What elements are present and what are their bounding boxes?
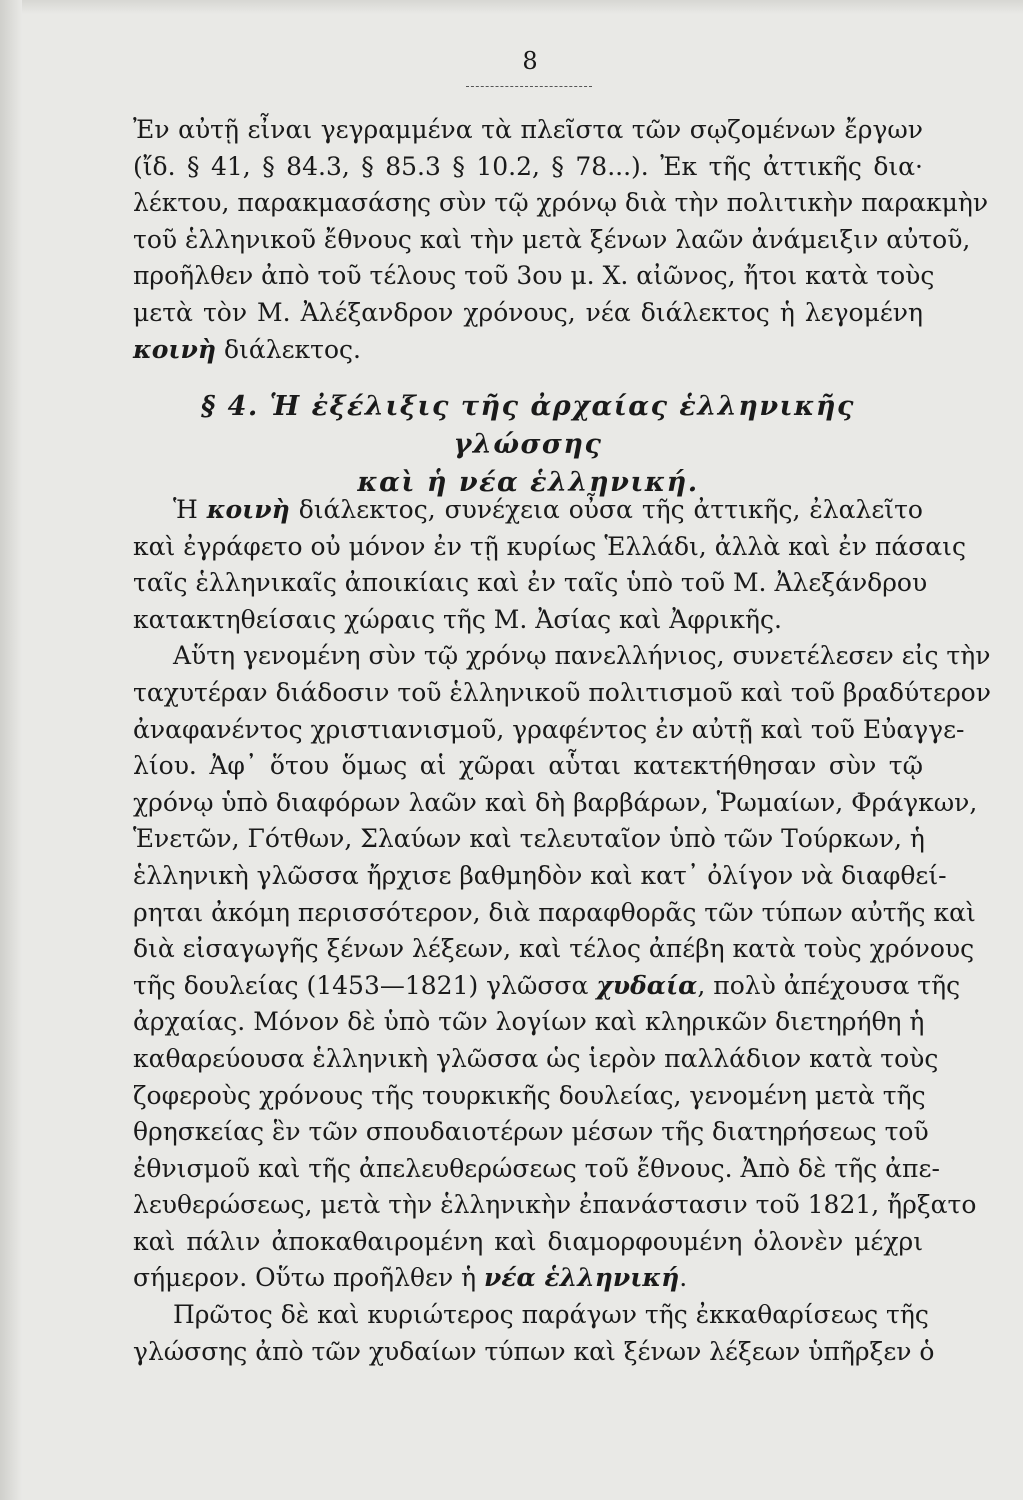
section-heading — [133, 388, 923, 502]
text-line: (ἴδ. § 41, § 84.3, § 85.3 § 10.2, § 78...). Ἐκ τῆς ἀττικῆς δια· — [133, 151, 923, 181]
text-line: διὰ εἰσαγωγῆς ξένων λέξεων, καὶ τέλος ἀπέβη κατὰ τοὺς χρόνους — [133, 934, 975, 964]
text-line: λίου. Ἀφ᾽ ὅτου ὅμως αἱ χῶραι αὗται κατεκτήθησαν σὺν τῷ — [133, 751, 923, 781]
scan-edge-top — [0, 0, 1023, 14]
text-line: ρηται ἀκόμη περισσότερον, διὰ παραφθορᾶς τῶν τύπων αὐτῆς καὶ — [133, 897, 976, 927]
text-line: καθαρεύουσα ἑλληνικὴ γλῶσσα ὡς ἱερὸν παλλάδιον κατὰ τοὺς — [133, 1043, 939, 1073]
text-fragment: τῆς δουλείας (1453—1821) γλῶσσα — [133, 970, 597, 1000]
text-line: καὶ πάλιν ἀποκαθαιρομένη καὶ διαμορφουμένη ὁλονὲν μέχρι — [133, 1226, 923, 1256]
text-fragment: . — [679, 1263, 688, 1293]
term-nea-ellinikі: νέα ἑλληνική — [484, 1263, 680, 1293]
text-line: ταχυτέραν διάδοσιν τοῦ ἑλληνικοῦ πολιτισμοῦ καὶ τοῦ βραδύτερον — [133, 677, 991, 707]
intro-paragraph — [133, 112, 989, 368]
text-fragment: διάλεκτος, συνέχεια οὖσα τῆς ἀττικῆς, ἐλαλεῖτο — [289, 495, 923, 524]
text-line: χρόνῳ ὑπὸ διαφόρων λαῶν καὶ δὴ βαρβάρων, Ῥωμαίων, Φράγκων, — [133, 787, 978, 817]
text-fragment: Ἡ — [173, 495, 207, 524]
text-line: μετὰ τὸν Μ. Ἀλέξανδρον χρόνους, νέα διάλεκτος ἡ λεγομένη — [133, 297, 923, 327]
term-koine: κοινὴ — [206, 495, 290, 524]
text-fragment: , πολὺ ἀπέχουσα τῆς — [697, 970, 961, 1000]
text-fragment: διάλεκτος. — [216, 334, 361, 364]
section-heading-line-1: § 4. Ἡ ἐξέλιξις τῆς ἀρχαίας ἑλληνικῆς γλώσσης — [201, 391, 855, 460]
text-line: ζοφεροὺς χρόνους τῆς τουρκικῆς δουλείας, γενομένη μετὰ τῆς — [133, 1080, 926, 1110]
text-line: τοῦ ἑλληνικοῦ ἔθνους καὶ τὴν μετὰ ξένων λαῶν ἀνάμειξιν αὐτοῦ, — [133, 224, 971, 254]
text-line: λέκτου, παρακμασάσης σὺν τῷ χρόνῳ διὰ τὴν πολιτικὴν παρακμὴν — [133, 188, 989, 218]
text-line — [133, 968, 961, 1005]
text-line: ταῖς ἑλληνικαῖς ἀποικίαις καὶ ἐν ταῖς ὑπὸ τοῦ Μ. Ἀλεξάνδρου — [133, 568, 928, 598]
text-line: θρησκείας ἓν τῶν σπουδαιοτέρων μέσων τῆς διατηρήσεως τοῦ — [133, 1117, 929, 1147]
text-line: ἀναφανέντος χριστιανισμοῦ, γραφέντος ἐν αὐτῇ καὶ τοῦ Εὐαγγε- — [133, 714, 965, 744]
text-line — [133, 332, 923, 369]
text-line: ἑλληνικὴ γλῶσσα ἤρχισε βαθμηδὸν καὶ κατ᾽ ὀλίγον νὰ διαφθεί- — [133, 860, 947, 890]
text-line: καὶ ἐγράφετο οὐ μόνον ἐν τῇ κυρίως Ἑλλάδι, ἀλλὰ καὶ ἐν πάσαις — [133, 531, 966, 561]
text-line: Ἐν αὐτῇ εἶναι γεγραμμένα τὰ πλεῖστα τῶν σῳζομένων ἔργων — [133, 115, 923, 144]
text-fragment: σήμερον. Οὕτω προῆλθεν ἡ — [133, 1263, 485, 1293]
text-line: ἀρχαίας. Μόνον δὲ ὑπὸ τῶν λογίων καὶ κληρικῶν διετηρήθη ἡ — [133, 1007, 925, 1037]
scan-edge-left — [0, 0, 22, 1500]
term-koine: κοινὴ — [133, 334, 217, 364]
section-heading-line-2: καὶ ἡ νέα ἑλληνική. — [357, 467, 699, 498]
text-line: κατακτηθείσαις χώραις τῆς Μ. Ἀσίας καὶ Ἀφρικῆς. — [133, 604, 782, 634]
text-line: Πρῶτος δὲ καὶ κυριώτερος παράγων τῆς ἐκκαθαρίσεως τῆς — [173, 1300, 929, 1330]
paragraph-1-first-line — [133, 492, 923, 529]
text-line: λευθερώσεως, μετὰ τὴν ἑλληνικὴν ἐπανάστασιν τοῦ 1821, ἤρξατο — [133, 1190, 977, 1220]
term-chydaia: χυδαία — [596, 970, 698, 1000]
text-line: προῆλθεν ἀπὸ τοῦ τέλους τοῦ 3ου μ. Χ. αἰῶνος, ἤτοι κατὰ τοὺς — [133, 261, 935, 291]
page-number: 8 — [522, 47, 538, 75]
page-number-rule — [466, 86, 592, 87]
text-line: γλώσσης ἀπὸ τῶν χυδαίων τύπων καὶ ξένων λέξεων ὑπῆρξεν ὁ — [133, 1336, 935, 1366]
text-line: Αὕτη γενομένη σὺν τῷ χρόνῳ πανελλήνιος, συνετέλεσεν εἰς τὴν — [173, 641, 991, 671]
text-line: Ἑνετῶν, Γότθων, Σλαύων καὶ τελευταῖον ὑπὸ τῶν Τούρκων, ἡ — [133, 824, 925, 854]
text-line: ἐθνισμοῦ καὶ τῆς ἀπελευθερώσεως τοῦ ἔθνους. Ἀπὸ δὲ τῆς ἀπε- — [133, 1153, 940, 1183]
text-line — [133, 1260, 923, 1297]
body-text — [133, 492, 991, 1370]
